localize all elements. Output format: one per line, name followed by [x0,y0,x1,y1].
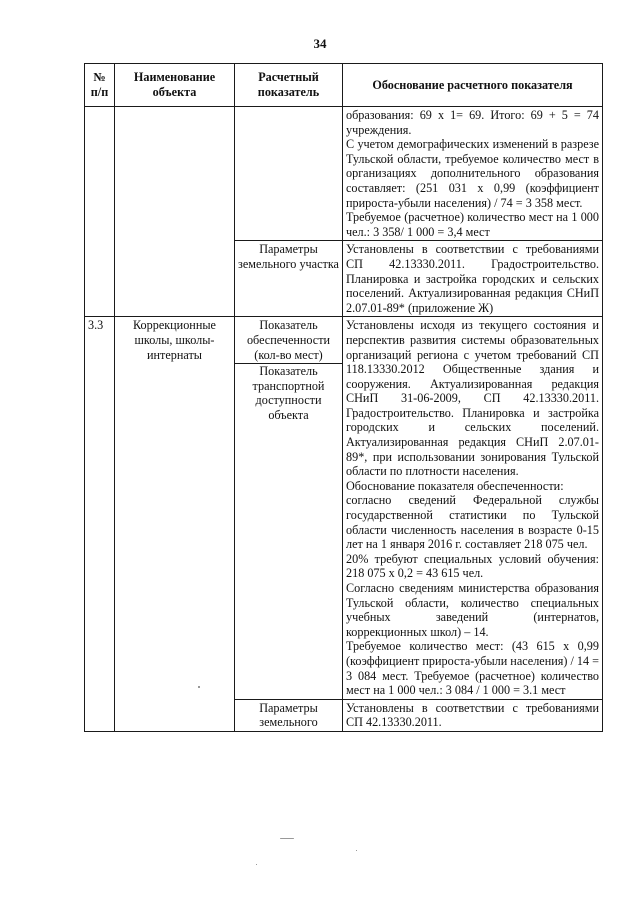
table-row-continued [85,107,603,241]
scan-speck [280,838,294,839]
table-header-row [85,64,603,107]
scan-speck [356,850,357,851]
basis-paragraph: Установлены в соответствии с требованиями СП 42.13330.2011. Градостроительство. Планировка и застройка городских и сельских поселений. Актуализированная редакция СНиП 2.07.01-89* (приложение Ж) [346,242,599,315]
cell-num: 3.3 [85,317,115,732]
indicator-transport: Показатель транспортной доступности объекта [252,364,325,422]
scan-speck [256,864,257,865]
cell-indicator-land-2: Параметры земельного [235,699,343,731]
basis-paragraph: Установлены в соответствии с требованиями СП 42.13330.2011. [346,700,599,730]
basis-paragraph: образования: 69 х 1= 69. Итого: 69 + 5 = 74 учреждения. [346,108,599,137]
cell-indicator-empty [235,107,343,241]
cell-indicators [235,317,343,699]
basis-paragraph: Согласно сведениям министерства образования Тульской области, количество специальных учебных заведений (интернатов, коррекционных школ) – 14. [346,581,599,639]
cell-basis-3-3 [343,317,603,699]
header-name: Наименование объекта [115,64,235,107]
table-row-3-3 [85,317,603,699]
scan-speck [198,686,200,688]
header-indicator: Расчетный показатель [235,64,343,107]
cell-name-empty [115,107,235,317]
page-number: 34 [313,36,327,51]
cell-basis-land [343,241,603,317]
header-basis: Обоснование расчетного показателя [343,64,603,107]
basis-paragraph: Обоснование показателя обеспеченности: [346,478,564,493]
cell-indicator-land: Параметры земельного участка [235,241,343,317]
indicator-table [84,63,603,732]
cell-basis-continued [343,107,603,241]
cell-num-empty [85,107,115,317]
basis-paragraph: Требуемое количество мест: (43 615 х 0,99 (коэффициент прироста-убыли населения) / 14 = 3 084 мест. Требуемое (расчетное) количество мест на 1 000 чел.: 3 084 / 1 000 = 3.1 мест [346,639,599,698]
basis-paragraph: С учетом демографических изменений в разрезе Тульской области, требуемое количество мест в организациях дополнительного образования составляет: (251 031 х 0,99 (коэффициент прироста-убыли населения) / 74 = 3 358 мест. [346,137,599,210]
basis-paragraph: Установлены исходя из текущего состояния и перспектив развития системы образовательных организаций региона с учетом требований СП 118.13330.2012 Общественные здания и сооружения. Актуализированная редакция СНиП 31-06-2009, СП 42.13330.2011. Градостроительство. Планировка и застройка городских и сельских поселений. Актуализированная редакция СНиП 2.07.01-89*, при использовании зонирования Тульской области по плотности населения. [346,318,599,479]
indicator-provision: Показатель обеспеченности (кол-во мест) [235,318,342,364]
cell-name: Коррекционные школы, школы-интернаты [115,317,235,732]
basis-paragraph: Требуемое (расчетное) количество мест на 1 000 чел.: 3 358/ 1 000 = 3,4 мест [346,210,599,239]
cell-basis-land-2 [343,699,603,731]
basis-paragraph: 20% требуют специальных условий обучения: 218 075 х 0,2 = 43 615 чел. [346,551,599,581]
header-num: № п/п [85,64,115,107]
basis-paragraph: согласно сведений Федеральной службы государственной статистики по Тульской области численность населения в возрасте 0-15 лет на 1 января 2016 г. составляет 218 075 чел. [346,493,599,552]
